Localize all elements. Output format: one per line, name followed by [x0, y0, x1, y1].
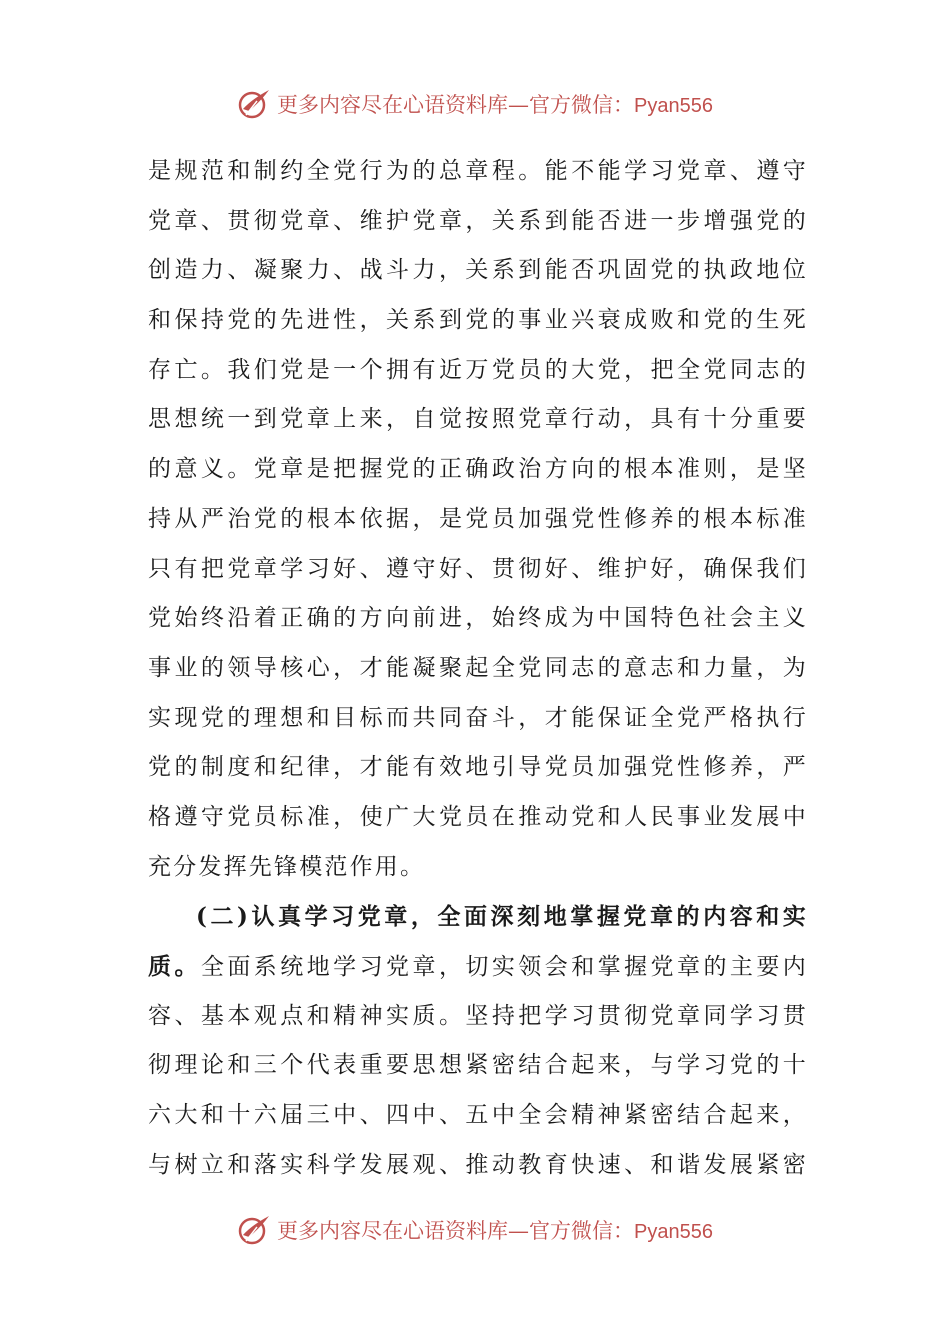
- body-line: 充分发挥先锋模范作用。: [148, 853, 426, 880]
- body-line: 和保持党的先进性，关系到党的事业兴衰成败和党的生死: [148, 307, 808, 334]
- section-heading-continuation: [148, 942, 808, 992]
- document-body: [148, 147, 808, 1190]
- body-line: 六大和十六届三中、四中、五中全会精神紧密结合起来，: [148, 1102, 808, 1129]
- section-heading: (二)认真学习党章，全面深刻地掌握党章的内容和实: [196, 903, 808, 931]
- section-heading-line: [148, 892, 808, 942]
- banner-wechat-id: Pyan556: [634, 1221, 713, 1243]
- body-line: 党始终沿着正确的方向前进，始终成为中国特色社会主义: [148, 605, 808, 632]
- body-line: 事业的领导核心，才能凝聚起全党同志的意志和力量，为: [148, 654, 808, 681]
- banner-wechat-id: Pyan556: [634, 95, 713, 117]
- banner-site-text: 更多内容尽在心语资料库: [277, 93, 509, 117]
- body-line: 与树立和落实科学发展观、推动教育快速、和谐发展紧密: [148, 1151, 808, 1178]
- body-line: 容、基本观点和精神实质。坚持把学习贯彻党章同学习贯: [148, 1002, 808, 1029]
- banner-dash: —: [508, 93, 530, 117]
- banner-wechat-label: 官方微信：: [529, 1219, 635, 1243]
- banner-text: [277, 89, 713, 119]
- banner-wechat-label: 官方微信：: [529, 93, 635, 117]
- banner-site-text: 更多内容尽在心语资料库: [277, 1219, 509, 1243]
- body-line: 的意义。党章是把握党的正确政治方向的根本准则，是坚: [148, 456, 808, 483]
- body-line: 思想统一到党章上来，自觉按照党章行动，具有十分重要: [148, 406, 808, 433]
- body-line: 只有把党章学习好、遵守好、贯彻好、维护好，确保我们: [148, 555, 808, 582]
- body-line: 是规范和制约全党行为的总章程。能不能学习党章、遵守: [148, 158, 808, 184]
- body-line: 实现党的理想和目标而共同奋斗，才能保证全党严格执行: [148, 704, 808, 731]
- header-banner: [0, 84, 950, 124]
- body-line: 彻理论和三个代表重要思想紧密结合起来，与学习党的十: [148, 1052, 808, 1079]
- quill-logo-icon: [237, 87, 273, 121]
- body-text: 全面系统地学习党章，切实领会和掌握党章的主要内: [200, 954, 808, 980]
- body-line: 党的制度和纪律，才能有效地引导党员加强党性修养，严: [148, 754, 808, 781]
- body-line: 持从严治党的根本依据，是党员加强党性修养的根本标准: [148, 505, 808, 532]
- body-line: 格遵守党员标准，使广大党员在推动党和人民事业发展中: [148, 803, 808, 830]
- body-line: 存亡。我们党是一个拥有近万党员的大党，把全党同志的: [148, 356, 808, 383]
- quill-logo-icon: [237, 1213, 273, 1247]
- section-heading-end: 质。: [148, 953, 201, 980]
- footer-banner: [0, 1210, 950, 1250]
- banner-dash: —: [508, 1219, 530, 1243]
- body-line: 党章、贯彻党章、维护党章，关系到能否进一步增强党的: [148, 207, 808, 234]
- banner-text: [277, 1215, 713, 1245]
- body-line: 创造力、凝聚力、战斗力，关系到能否巩固党的执政地位: [148, 257, 808, 284]
